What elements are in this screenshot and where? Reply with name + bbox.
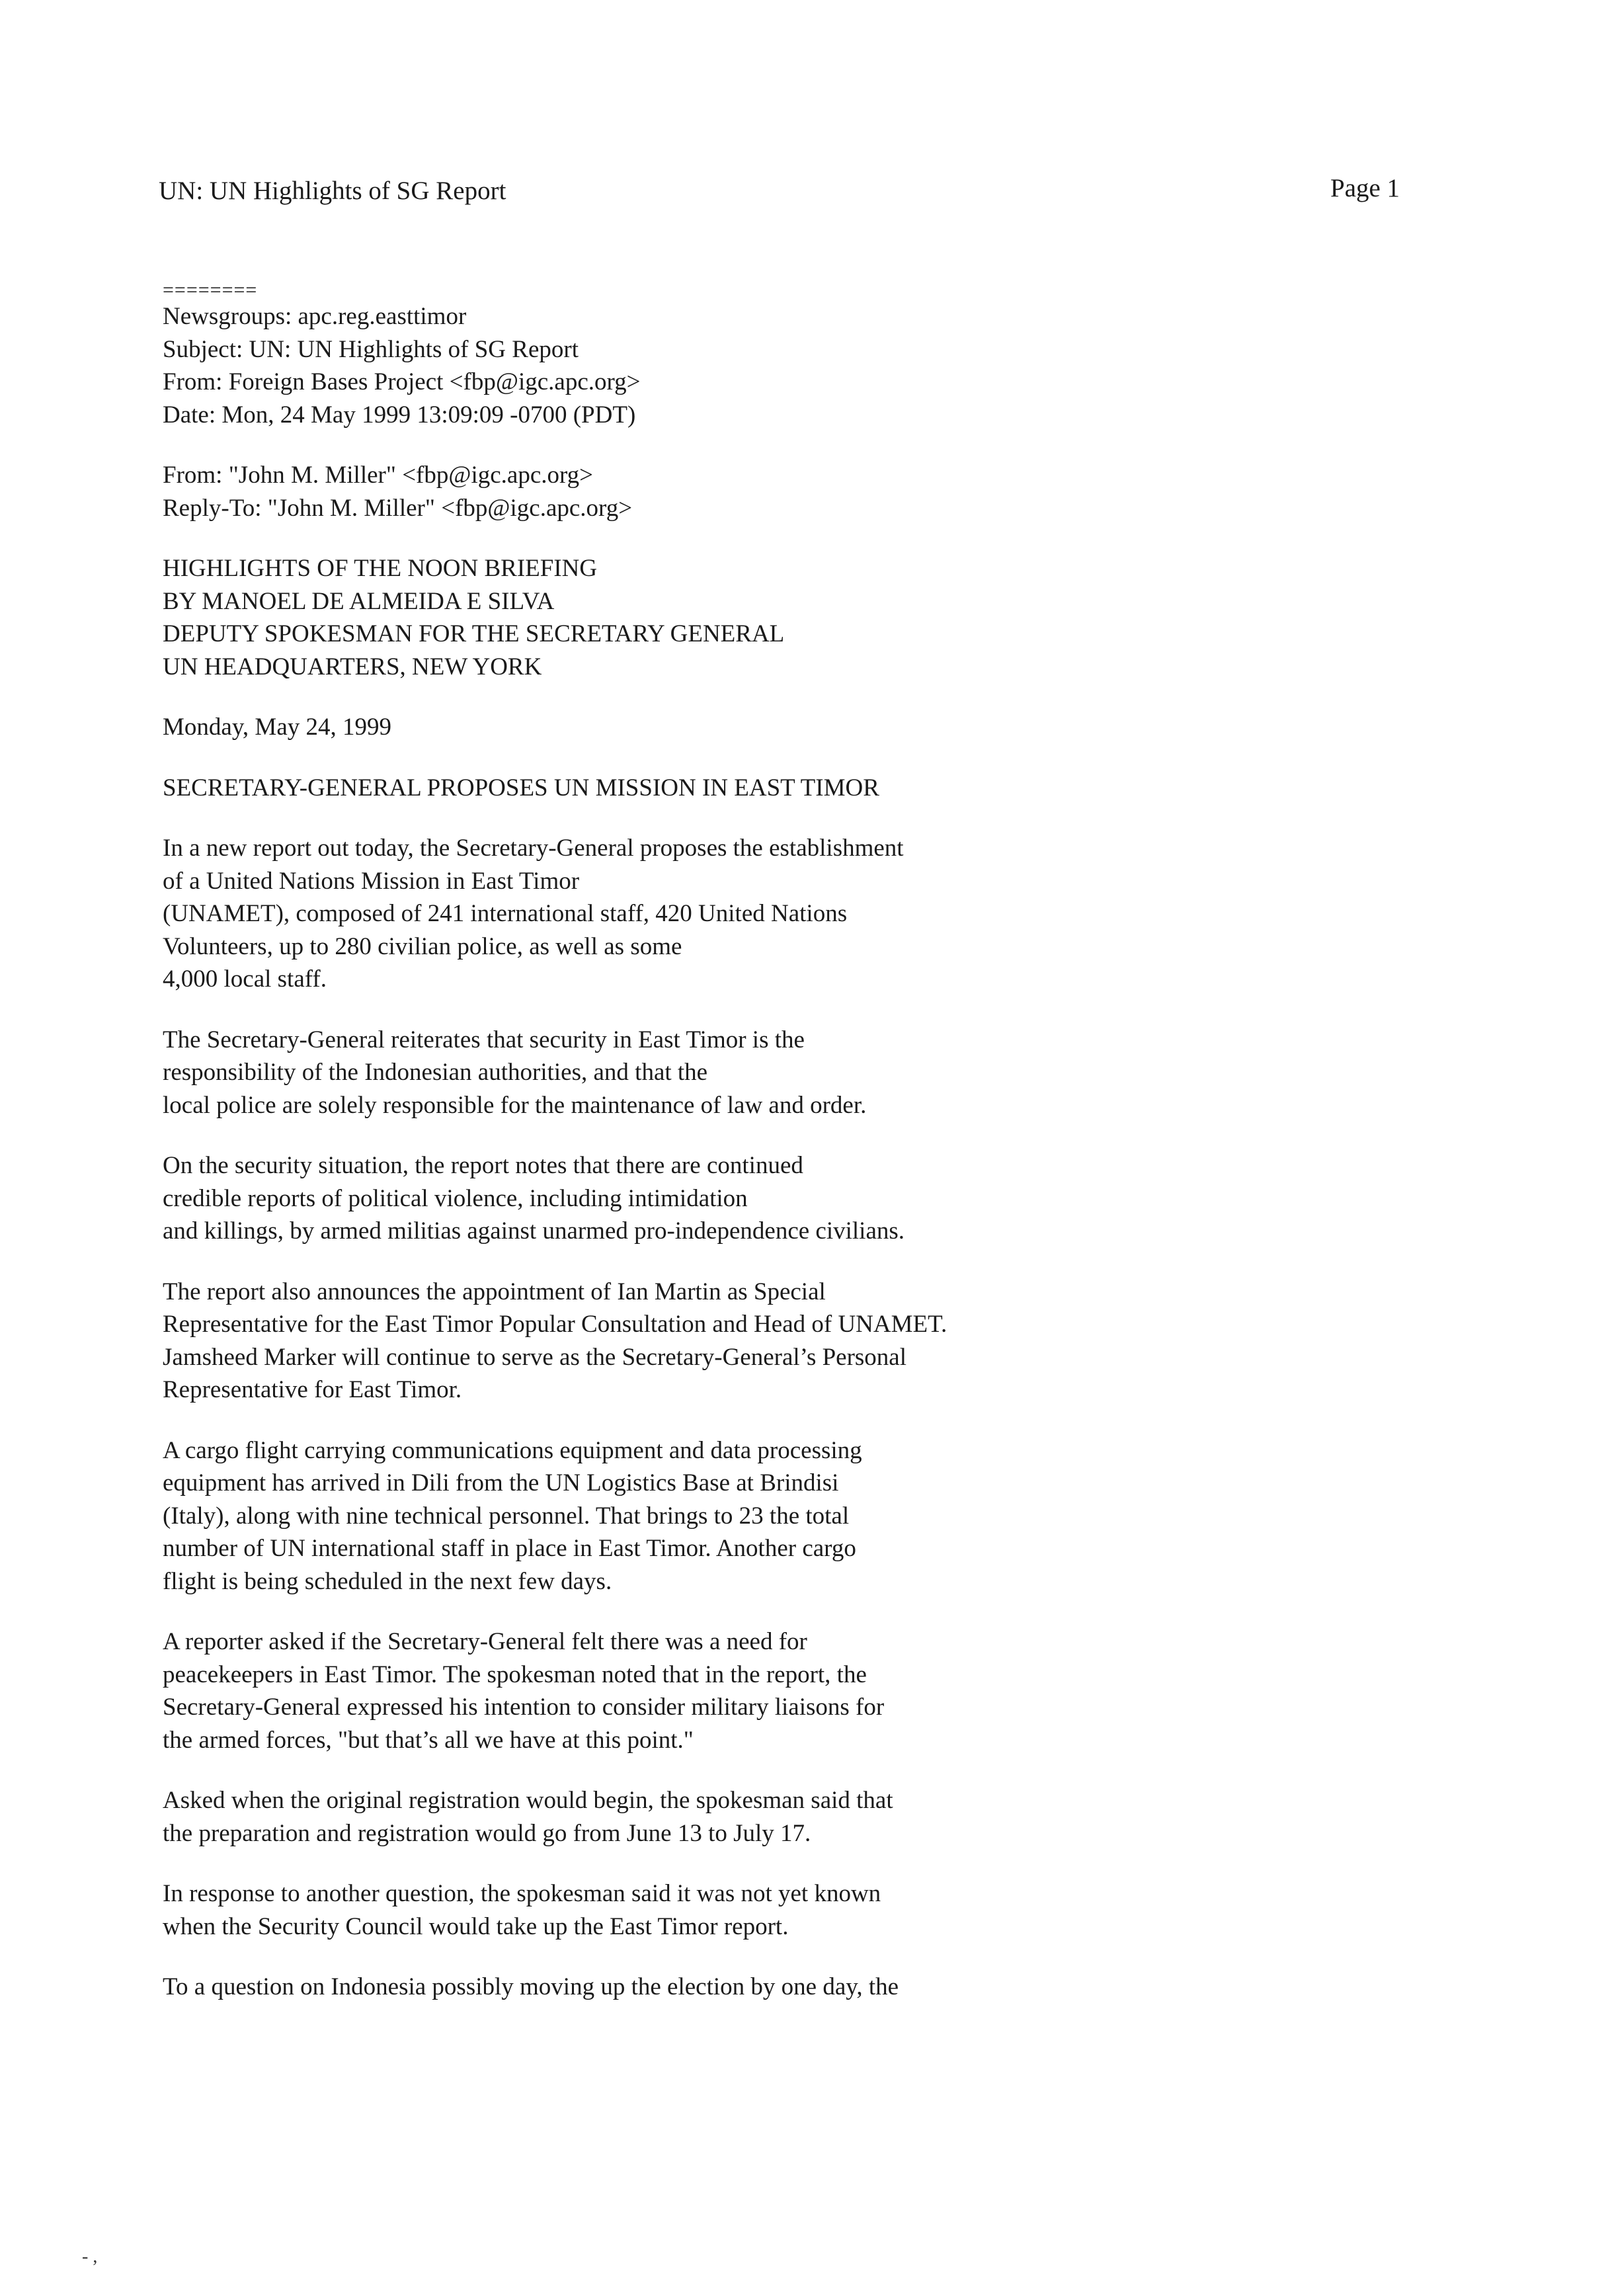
paragraph-line: flight is being scheduled in the next few days.	[163, 1567, 612, 1595]
briefing-heading	[163, 552, 1419, 683]
briefing-date: Monday, May 24, 1999	[163, 714, 391, 741]
paragraph-line: The report also announces the appointment of Ian Martin as Special	[163, 1278, 826, 1305]
paragraph-line: Asked when the original registration would begin, the spokesman said that	[163, 1787, 893, 1814]
paragraph-line: of a United Nations Mission in East Timor	[163, 867, 580, 895]
paragraph-line: equipment has arrived in Dili from the UN Logistics Base at Brindisi	[163, 1469, 839, 1496]
paragraph	[163, 1276, 1419, 1407]
forward-from-line: From: "John M. Miller" <fbp@igc.apc.org>	[163, 462, 594, 489]
paragraph	[163, 1625, 1419, 1756]
paragraph-line: and killings, by armed militias against unarmed pro-independence civilians.	[163, 1217, 905, 1245]
paragraph-line: In a new report out today, the Secretary-General proposes the establishment	[163, 835, 904, 862]
paragraph-line: responsibility of the Indonesian authorities, and that the	[163, 1059, 708, 1086]
paragraph-line: peacekeepers in East Timor. The spokesman noted that in the report, the	[163, 1660, 867, 1688]
paragraph-line: Representative for East Timor.	[163, 1376, 462, 1403]
from-line: From: Foreign Bases Project <fbp@igc.apc.org>	[163, 368, 641, 395]
briefing-heading-line: BY MANOEL DE ALMEIDA E SILVA	[163, 587, 555, 615]
subject-line: Subject: UN: UN Highlights of SG Report	[163, 335, 579, 363]
headline: SECRETARY-GENERAL PROPOSES UN MISSION IN EAST TIMOR	[163, 774, 879, 801]
paragraph-line: To a question on Indonesia possibly moving up the election by one day, the	[163, 1973, 899, 2000]
paragraph-line: (Italy), along with nine technical personnel. That brings to 23 the total	[163, 1502, 850, 1530]
paragraph-line: credible reports of political violence, including intimidation	[163, 1184, 748, 1212]
paragraph-line: the preparation and registration would go from June 13 to July 17.	[163, 1819, 811, 1847]
briefing-heading-line: HIGHLIGHTS OF THE NOON BRIEFING	[163, 555, 598, 582]
date-line: Date: Mon, 24 May 1999 13:09:09 -0700 (PDT)	[163, 401, 636, 429]
paragraph-line: local police are solely responsible for the maintenance of law and order.	[163, 1091, 867, 1119]
paragraph-line: A reporter asked if the Secretary-General felt there was a need for	[163, 1628, 807, 1655]
paragraph-line: the armed forces, "but that’s all we have at this point."	[163, 1726, 694, 1754]
email-headers	[163, 300, 1419, 431]
paragraph-line: Jamsheed Marker will continue to serve as the Secretary-General’s Personal	[163, 1343, 907, 1371]
document-title: UN: UN Highlights of SG Report	[159, 177, 506, 205]
document-body	[163, 280, 1419, 2004]
paragraph-line: The Secretary-General reiterates that security in East Timor is the	[163, 1026, 805, 1053]
forward-headers	[163, 459, 1419, 524]
paragraph-line: number of UN international staff in place in East Timor. Another cargo	[163, 1535, 856, 1562]
paragraph-line: On the security situation, the report notes that there are continued	[163, 1152, 803, 1179]
page-number: Page 1	[1330, 174, 1400, 202]
reply-to-line: Reply-To: "John M. Miller" <fbp@igc.apc.org>	[163, 494, 633, 522]
newsgroups-line: Newsgroups: apc.reg.easttimor	[163, 303, 467, 330]
briefing-heading-line: DEPUTY SPOKESMAN FOR THE SECRETARY GENERAL	[163, 620, 785, 647]
paragraph-line: (UNAMET), composed of 241 international staff, 420 United Nations	[163, 900, 848, 927]
paragraph	[163, 1971, 1419, 2004]
paragraph	[163, 1149, 1419, 1248]
paragraph-line: Representative for the East Timor Popular Consultation and Head of UNAMET.	[163, 1311, 947, 1338]
paragraph	[163, 1024, 1419, 1122]
paragraph-line: 4,000 local staff.	[163, 965, 327, 993]
paragraph-line: Secretary-General expressed his intention to consider military liaisons for	[163, 1694, 885, 1721]
paragraph-line: Volunteers, up to 280 civilian police, as well as some	[163, 932, 682, 960]
paragraph	[163, 832, 1419, 996]
separator-line: ========	[163, 280, 258, 300]
paragraph-line: A cargo flight carrying communications equipment and data processing	[163, 1436, 862, 1464]
paragraph	[163, 1784, 1419, 1850]
paragraph	[163, 1877, 1419, 1943]
paragraph-line: In response to another question, the spokesman said it was not yet known	[163, 1880, 881, 1907]
paragraph-line: when the Security Council would take up the East Timor report.	[163, 1912, 789, 1940]
briefing-heading-line: UN HEADQUARTERS, NEW YORK	[163, 653, 542, 680]
stray-mark: - ,	[82, 2246, 98, 2267]
paragraph	[163, 1434, 1419, 1598]
